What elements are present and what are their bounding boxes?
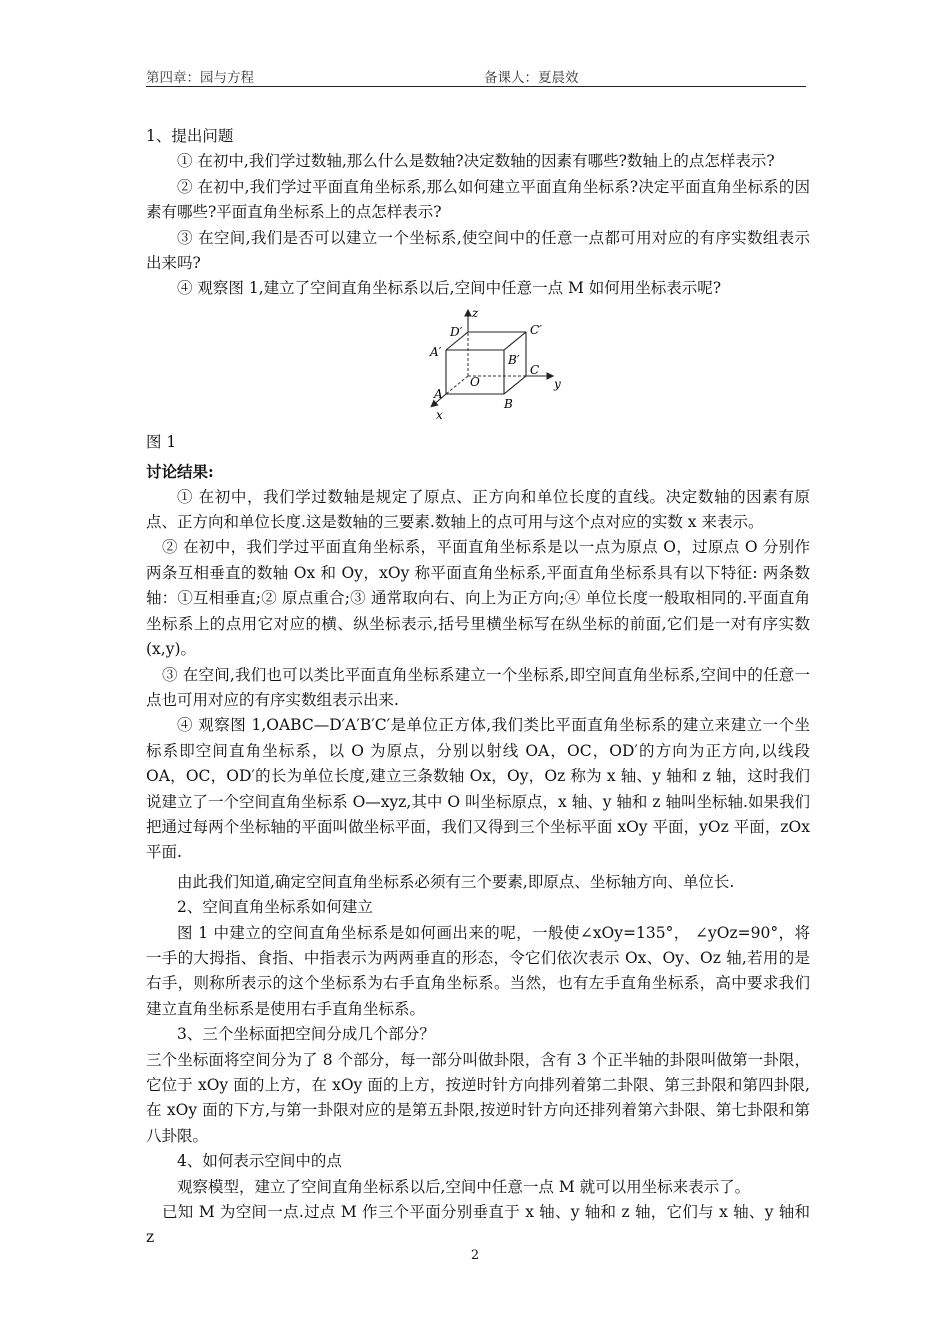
label-z: z — [472, 307, 479, 320]
discussion-title: 讨论结果: — [146, 462, 214, 482]
header-author: 备课人：夏晨效 — [484, 70, 579, 86]
section4-text-1: 观察模型，建立了空间直角坐标系以后,空间中任意一点 M 就可以用坐标来表示了。 — [177, 1177, 751, 1196]
section2-title: 2、空间直角坐标系如何建立 — [177, 898, 373, 917]
label-y: y — [554, 376, 561, 391]
section1-title: 1、提出问题 — [146, 127, 234, 145]
section3-text: 三个坐标面将空间分为了 8 个部分，每一部分叫做卦限，含有 3 个正半轴的卦限叫做第一卦限，它位于 xOy 面的上方，在 xOy 面的上方，按逆时针方向排列着第二卦限、第三卦限和第四卦限,在 xOy 面的下方,与第一卦限对应的是第五卦限,按逆时针方向还排列着第六卦限、第七卦限和第八卦限。 — [146, 1050, 810, 1145]
page-number: 2 — [470, 1248, 480, 1263]
cube-figure — [146, 308, 810, 420]
label-c: C — [530, 362, 540, 377]
label-d-prime: D′ — [450, 324, 463, 339]
section3-title: 3、三个坐标面把空间分成几个部分？ — [177, 1025, 435, 1044]
header-chapter: 第四章：园与方程 — [146, 70, 254, 86]
cube-diagram — [426, 308, 566, 420]
result-1: ① 在初中，我们学过数轴是规定了原点、正方向和单位长度的直线。决定数轴的因素有原点、正方向和单位长度.这是数轴的三要素.数轴上的点可用与这个点对应的实数 x 来表示。 — [146, 487, 810, 532]
section2-text: 图 1 中建立的空间直角坐标系是如何画出来的呢，一般使∠xOy=135°， ∠yOz=90°，将一手的大拇指、食指、中指表示为两两垂直的形态，令它们依次表示 Ox、Oy、Oz 轴,若用的是右手，则称所表示的这个坐标系为右手直角坐标系。当然，也有左手直角坐标系，高中要求我们建立直角坐标系是使用右手直角坐标系。 — [146, 923, 810, 1018]
question-3: ③ 在空间,我们是否可以建立一个坐标系,使空间中的任意一点都可用对应的有序实数组表示出来吗? — [146, 228, 810, 273]
section4-text-2: 已知 M 为空间一点.过点 M 作三个平面分别垂直于 x 轴、y 轴和 z 轴，它们与 x 轴、y 轴和 z — [146, 1203, 810, 1247]
label-x: x — [436, 407, 443, 420]
question-1: ① 在初中,我们学过数轴,那么什么是数轴?决定数轴的因素有哪些?数轴上的点怎样表示? — [177, 152, 775, 171]
label-a: A — [434, 386, 443, 401]
section4-title: 4、如何表示空间中的点 — [177, 1152, 342, 1171]
label-o: O — [470, 374, 480, 389]
result-2: ② 在初中，我们学过平面直角坐标系，平面直角坐标系是以一点为原点 O，过原点 O 分别作两条互相垂直的数轴 Ox 和 Oy，xOy 称平面直角坐标系,平面直角坐标系具有以下特征: 两条数轴：①互相垂直;② 原点重合;③ 通常取向右、向上为正方向;④ 单位长度一般取相同的.平面直角坐标系上的点用它对应的横、纵坐标表示,括号里横坐标写在纵坐标的前面,它们是一对有序实数(x,y)。 — [146, 538, 810, 659]
label-a-prime: A′ — [430, 344, 442, 359]
label-c-prime: C′ — [530, 322, 542, 337]
page-header — [146, 64, 806, 87]
figure-caption: 图 1 — [146, 432, 177, 451]
question-4: ④ 观察图 1,建立了空间直角坐标系以后,空间中任意一点 M 如何用坐标表示呢? — [177, 279, 722, 298]
label-b-prime: B′ — [508, 352, 520, 367]
document-body — [146, 124, 810, 1251]
question-2: ② 在初中,我们学过平面直角坐标系,那么如何建立平面直角坐标系?决定平面直角坐标系的因素有哪些?平面直角坐标系上的点怎样表示? — [146, 177, 810, 222]
result-3: ③ 在空间,我们也可以类比平面直角坐标系建立一个坐标系,即空间直角坐标系,空间中的任意一点也可用对应的有序实数组表示出来. — [146, 665, 810, 709]
label-b: B — [504, 396, 513, 411]
result-4: ④ 观察图 1,OABC—D′A′B′C′是单位正方体,我们类比平面直角坐标系的建立来建立一个坐标系即空间直角坐标系，以 O 为原点，分别以射线 OA，OC，OD′的方向为正方向,以线段 OA，OC，OD′的长为单位长度,建立三条数轴 Ox，Oy，Oz 称为 x 轴、y 轴和 z 轴，这时我们说建立了一个空间直角坐标系 O—xyz,其中 O 叫坐标原点，x 轴、y 轴和 z 轴叫坐标轴.如果我们把通过每两个坐标轴的平面叫做坐标平面，我们又得到三个坐标平面 xOy 平面，yOz 平面，zOx 平面. — [146, 716, 810, 862]
result-5: 由此我们知道,确定空间直角坐标系必须有三个要素,即原点、坐标轴方向、单位长. — [177, 872, 735, 891]
